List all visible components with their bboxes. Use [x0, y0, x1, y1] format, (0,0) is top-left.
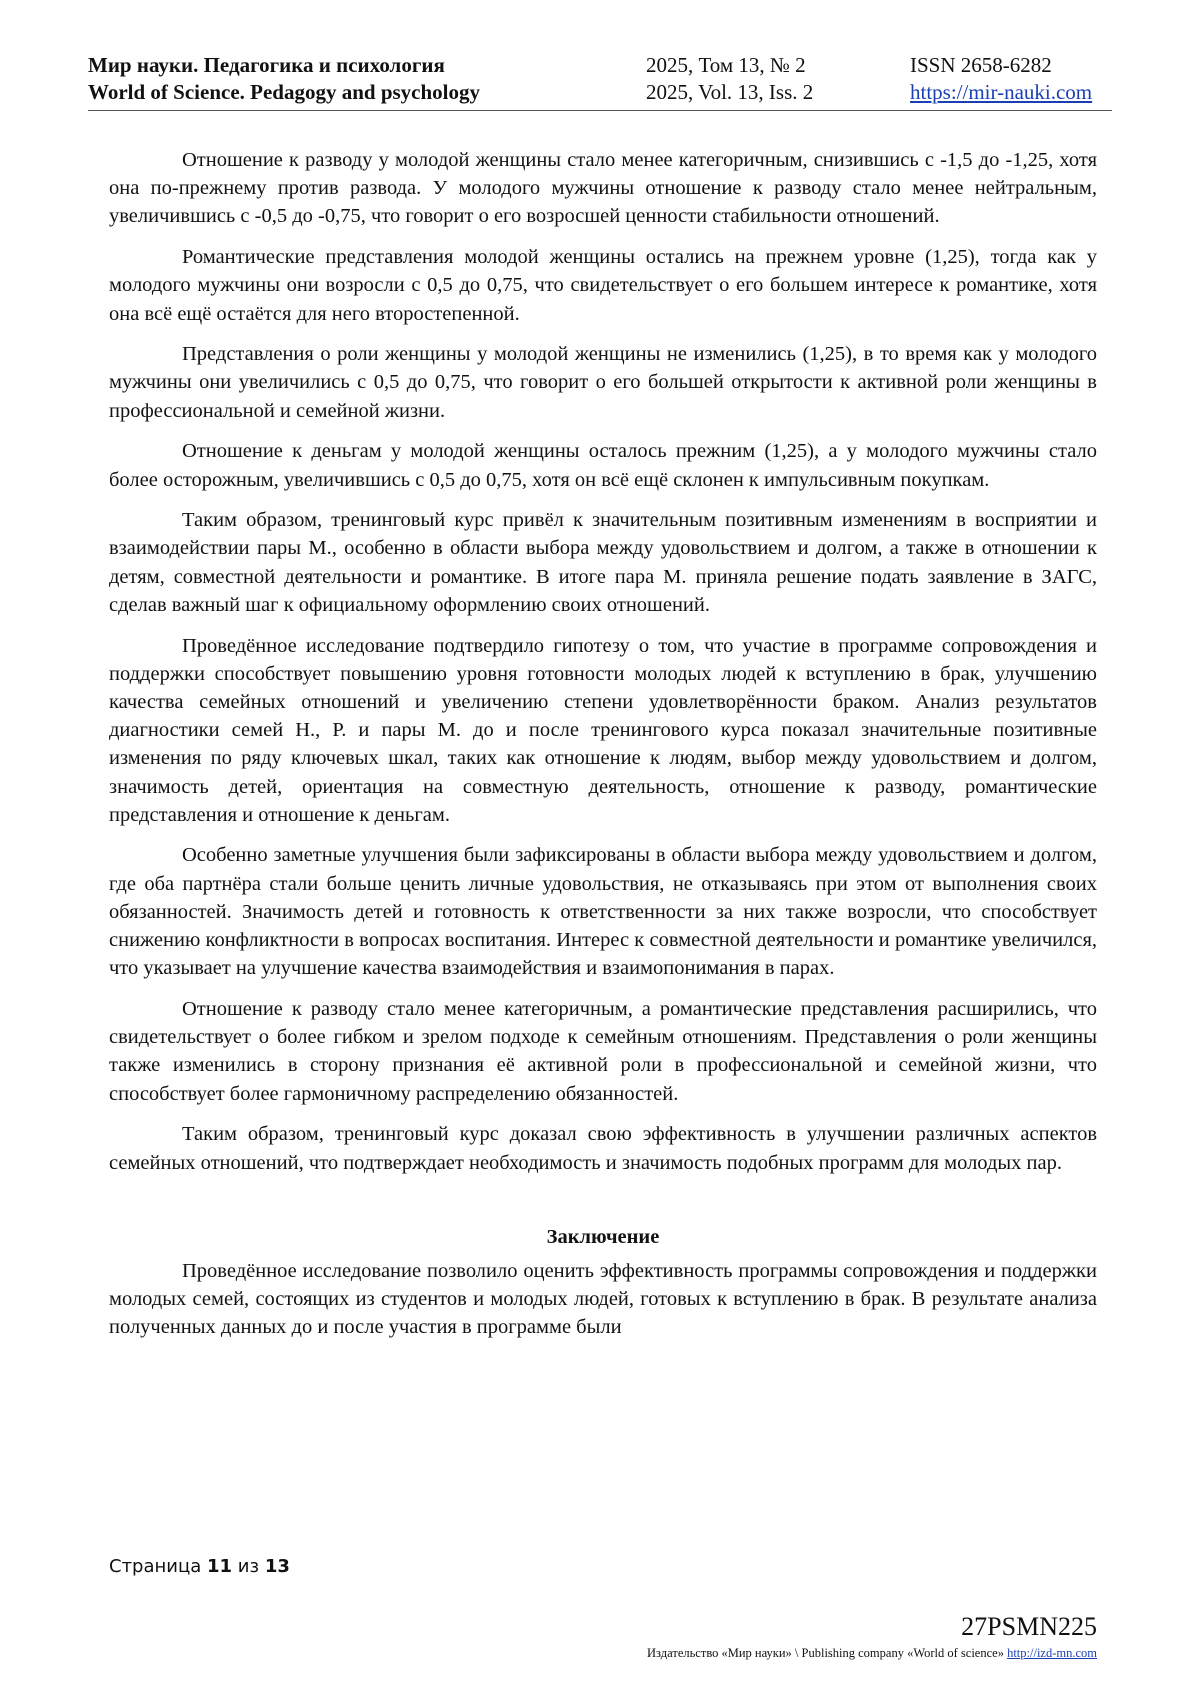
page-current: 11 — [207, 1556, 233, 1577]
volume-block — [646, 52, 813, 106]
article-code: 27PSMN225 — [961, 1612, 1097, 1641]
volume-ru: 2025, Том 13, № 2 — [646, 53, 806, 77]
paragraph: Таким образом, тренинговый курс доказал свою эффективность в улучшении различных аспектов семейных отношений, что подтверждает необходимость и значимость подобных программ для молодых пар. — [109, 1123, 1097, 1174]
paragraph: Проведённое исследование подтвердило гипотезу о том, что участие в программе сопровождения и поддержки способствует повышению уровня готовности молодых людей к вступлению в брак, улучшению качества семейных отношений и увеличению степени удовлетворённости браком. Анализ результатов диагностики семей Н., Р. и пары М. до и после тренингового курса показал значительные позитивные изменения по ряду ключевых шкал, таких как отношение к людям, выбор между удовольствием и долгом, значимость детей, ориентация на совместную деятельность, отношение к разводу, романтические представления и отношение к деньгам. — [109, 634, 1097, 826]
publisher-link[interactable]: http://izd-mn.com — [1007, 1646, 1097, 1660]
paragraph: Отношение к разводу стало менее категоричным, а романтические представления расширились, что свидетельствует о более гибком и зрелом подходе к семейным отношениям. Представления о роли женщины также изменились в сторону признания её активной роли в профессиональной и семейной жизни, что способствует более гармоничному распределению обязанностей. — [109, 997, 1097, 1105]
paragraph: Таким образом, тренинговый курс привёл к значительным позитивным изменениям в восприятии и взаимодействии пары М., особенно в области выбора между удовольствием и долгом, а также в отношении к детям, совместной деятельности и романтике. В итоге пара М. приняла решение подать заявление в ЗАГС, сделав важный шаг к официальному оформлению своих отношений. — [109, 509, 1097, 616]
paragraph: Представления о роли женщины у молодой женщины не изменились (1,25), в то время как у молодого мужчины они увеличились с 0,5 до 0,75, что говорит о его большей открытости к активной роли женщины в профессиональной и семейной жизни. — [109, 343, 1097, 422]
publisher-text: Издательство «Мир науки» \ Publishing company «World of science» — [647, 1646, 1004, 1660]
article-body — [109, 146, 1097, 1354]
page-number — [109, 1556, 290, 1577]
page-header — [88, 52, 1112, 111]
paragraph: Отношение к деньгам у молодой женщины осталось прежним (1,25), а у молодого мужчины стало более осторожным, увеличившись с 0,5 до 0,75, хотя он всё ещё склонен к импульсивным покупкам. — [109, 440, 1097, 491]
journal-title-en: World of Science. Pedagogy and psychology — [88, 80, 481, 104]
publisher-line — [647, 1646, 1097, 1661]
paragraph: Романтические представления молодой женщины остались на прежнем уровне (1,25), тогда как у молодого мужчины они возросли с 0,5 до 0,75, что свидетельствует о его большем интересе к романтике, хотя она всё ещё остаётся для него второстепенной. — [109, 246, 1097, 325]
journal-url-link[interactable]: https://mir-nauki.com — [910, 80, 1093, 104]
issn-block — [910, 52, 1092, 106]
journal-title-ru: Мир науки. Педагогика и психология — [88, 53, 445, 77]
conclusion-paragraph: Проведённое исследование позволило оценить эффективность программы сопровождения и поддержки молодых семей, состоящих из студентов и молодых людей, готовых к вступлению в брак. В результате анализа полученных данных до и после участия в программе были — [109, 1259, 1097, 1339]
paragraph: Особенно заметные улучшения были зафиксированы в области выбора между удовольствием и долгом, где оба партнёра стали больше ценить личные удовольствия, не отказываясь при этом от выполнения своих обязанностей. Значимость детей и готовность к ответственности за них также возросли, что способствует снижению конфликтности в вопросах воспитания. Интерес к совместной деятельности и романтике увеличился, что указывает на улучшение качества взаимодействия и взаимопонимания в парах. — [109, 844, 1097, 980]
paragraph: Отношение к разводу у молодой женщины стало менее категоричным, снизившись с -1,5 до -1,25, хотя она по-прежнему против развода. У молодого мужчины отношение к разводу стало менее нейтральным, увеличившись с -0,5 до -0,75, что говорит о его возросшей ценности стабильности отношений. — [109, 149, 1097, 228]
journal-title-block — [88, 52, 480, 106]
page-total: 13 — [264, 1556, 290, 1577]
volume-en: 2025, Vol. 13, Iss. 2 — [646, 80, 814, 104]
issn: ISSN 2658-6282 — [910, 53, 1052, 77]
page-of: из — [237, 1556, 260, 1577]
conclusion-heading: Заключение — [546, 1225, 660, 1248]
page-word: Страница — [109, 1556, 202, 1577]
